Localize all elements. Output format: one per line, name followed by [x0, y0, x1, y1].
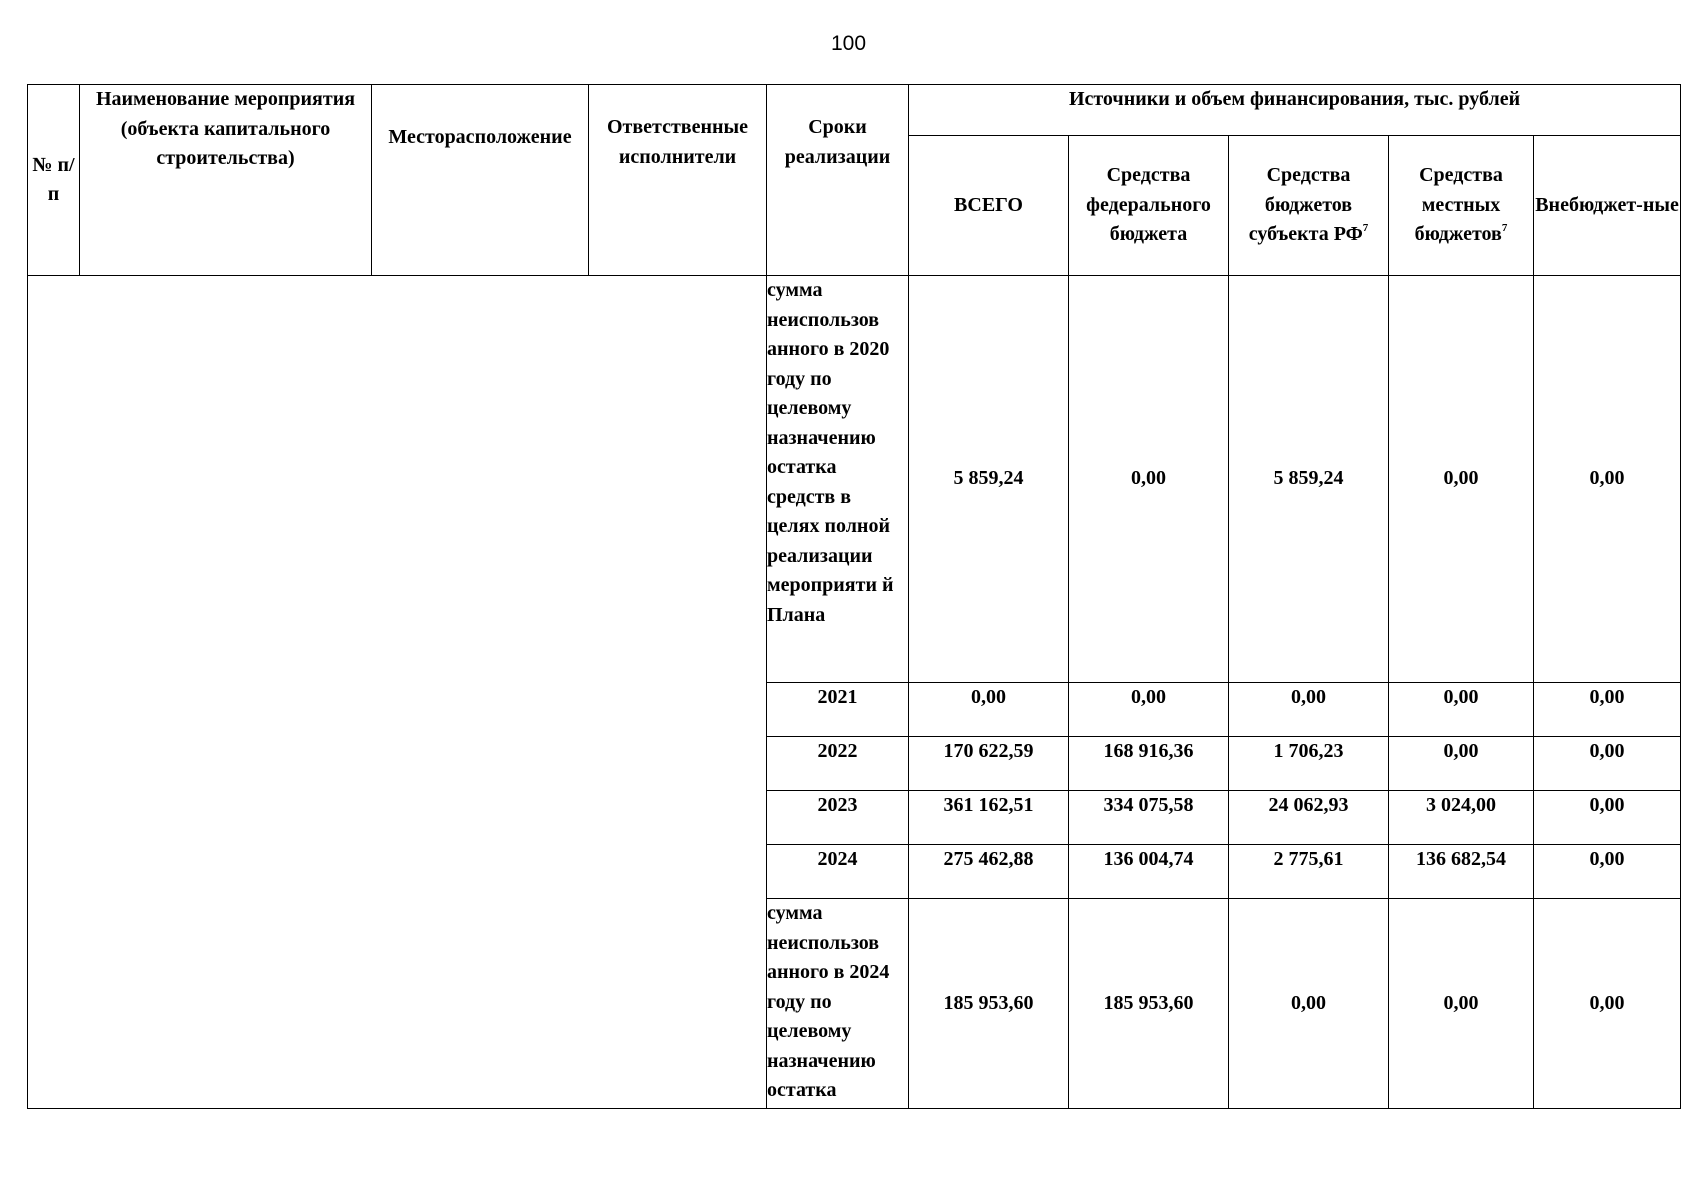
federal-cell: 334 075,58 [1069, 791, 1229, 845]
col-header-subject [1229, 136, 1389, 276]
col-header-name: Наименование мероприятия (объекта капитального строительства) [80, 85, 372, 276]
extra-cell: 0,00 [1534, 791, 1681, 845]
col-header-subject-text: Средства бюджетов субъекта РФ [1248, 164, 1363, 246]
col-header-location: Месторасположение [372, 85, 589, 276]
page-number: 100 [830, 32, 867, 55]
local-cell: 0,00 [1389, 899, 1534, 1109]
col-header-num: № п/п [28, 85, 80, 276]
col-header-local-text: Средства местных бюджетов [1414, 164, 1503, 246]
period-cell: 2024 [767, 845, 909, 899]
federal-cell: 0,00 [1069, 276, 1229, 683]
period-cell: сумма неиспользов анного в 2020 году по целевому назначению остатка средств в целях полной реализации мероприяти й Плана [767, 276, 909, 683]
local-cell: 0,00 [1389, 683, 1534, 737]
extra-cell: 0,00 [1534, 845, 1681, 899]
period-cell: 2021 [767, 683, 909, 737]
merged-empty-cell [28, 276, 767, 1109]
local-cell: 136 682,54 [1389, 845, 1534, 899]
subject-cell: 0,00 [1229, 683, 1389, 737]
financing-table [27, 84, 1681, 1109]
period-cell: 2023 [767, 791, 909, 845]
total-cell: 170 622,59 [909, 737, 1069, 791]
subject-cell: 24 062,93 [1229, 791, 1389, 845]
local-cell: 0,00 [1389, 276, 1534, 683]
total-cell: 5 859,24 [909, 276, 1069, 683]
federal-cell: 0,00 [1069, 683, 1229, 737]
extra-cell: 0,00 [1534, 683, 1681, 737]
period-cell: сумма неиспользов анного в 2024 году по целевому назначению остатка [767, 899, 909, 1109]
subject-cell: 5 859,24 [1229, 276, 1389, 683]
period-cell: 2022 [767, 737, 909, 791]
footnote-mark-local: 7 [1501, 221, 1508, 234]
local-cell: 0,00 [1389, 737, 1534, 791]
footnote-mark-subject: 7 [1362, 221, 1369, 234]
federal-cell: 136 004,74 [1069, 845, 1229, 899]
extra-cell: 0,00 [1534, 899, 1681, 1109]
subject-cell: 0,00 [1229, 899, 1389, 1109]
federal-cell: 168 916,36 [1069, 737, 1229, 791]
subject-cell: 2 775,61 [1229, 845, 1389, 899]
col-header-total: ВСЕГО [909, 136, 1069, 276]
total-cell: 361 162,51 [909, 791, 1069, 845]
table-row [28, 276, 1681, 683]
col-header-terms: Сроки реализации [767, 85, 909, 276]
subject-cell: 1 706,23 [1229, 737, 1389, 791]
col-header-federal: Средства федерального бюджета [1069, 136, 1229, 276]
header-row-top [28, 85, 1681, 136]
col-header-local [1389, 136, 1534, 276]
col-header-sources: Источники и объем финансирования, тыс. рублей [909, 85, 1681, 136]
local-cell: 3 024,00 [1389, 791, 1534, 845]
extra-cell: 0,00 [1534, 276, 1681, 683]
federal-cell: 185 953,60 [1069, 899, 1229, 1109]
total-cell: 185 953,60 [909, 899, 1069, 1109]
extra-cell: 0,00 [1534, 737, 1681, 791]
total-cell: 0,00 [909, 683, 1069, 737]
col-header-responsible: Ответственные исполнители [589, 85, 767, 276]
total-cell: 275 462,88 [909, 845, 1069, 899]
col-header-extra: Внебюджет-ные [1534, 136, 1681, 276]
